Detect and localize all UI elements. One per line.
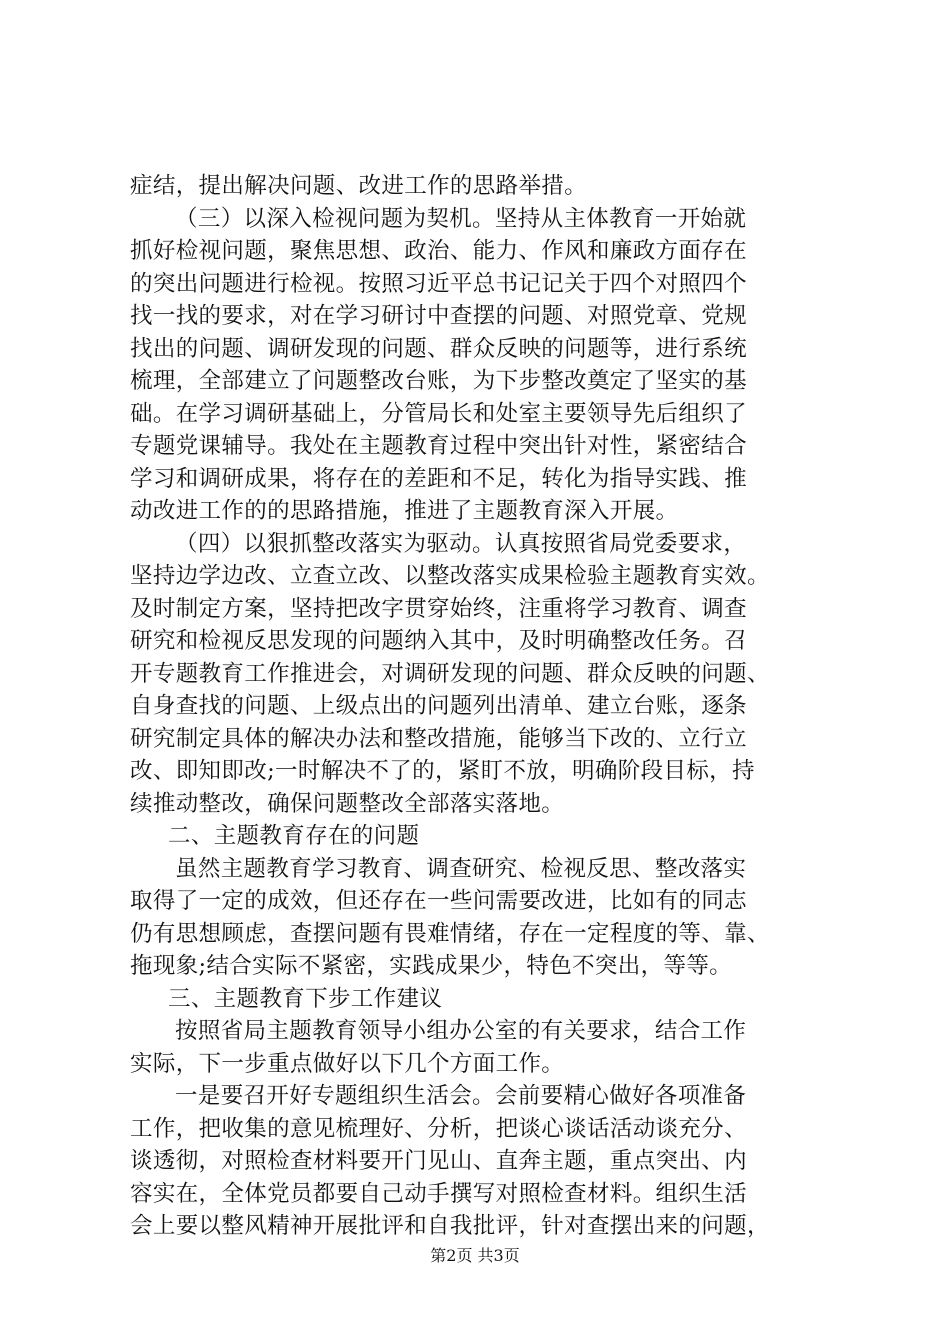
paragraph-line: 研究和检视反思发现的问题纳入其中，及时明确整改任务。召: [130, 628, 747, 654]
paragraph-line: 症结，提出解决问题、改进工作的思路举措。: [130, 173, 588, 199]
paragraph-line: 谈透彻，对照检查材料要开门见山、直奔主题，重点突出、内: [130, 1148, 747, 1174]
paragraph-line: 虽然主题教育学习教育、调查研究、检视反思、整改落实: [175, 855, 747, 882]
section-heading: 三、主题教育下步工作建议: [168, 985, 443, 1012]
paragraph-line: 自身查找的问题、上级点出的问题列出清单、建立台账，逐条: [130, 693, 747, 719]
paragraph-line: 拖现象;结合实际不紧密，实践成果少，特色不突出，等等。: [130, 953, 733, 979]
paragraph-line: 一是要召开好专题组织生活会。会前要精心做好各项准备: [175, 1083, 747, 1109]
section-heading: 二、主题教育存在的问题: [168, 823, 420, 849]
paragraph-line: 及时制定方案，坚持把改字贯穿始终，注重将学习教育、调查: [130, 595, 747, 622]
paragraph-line: 专题党课辅导。我处在主题教育过程中突出针对性，紧密结合: [130, 433, 747, 459]
paragraph-line: 坚持边学边改、立查立改、以整改落实成果检验主题教育实效。: [130, 563, 770, 589]
paragraph-line: 找出的问题、调研发现的问题、群众反映的问题等，进行系统: [130, 335, 747, 362]
paragraph-line: 学习和调研成果，将存在的差距和不足，转化为指导实践、推: [130, 465, 747, 492]
paragraph-line: 找一找的要求，对在学习研讨中查摆的问题、对照党章、党规: [130, 303, 747, 329]
document-body: [130, 170, 840, 1243]
paragraph-line: 改、即知即改;一时解决不了的，紧盯不放，明确阶段目标，持: [130, 758, 755, 784]
paragraph-line: 工作，把收集的意见梳理好、分析，把谈心谈话活动谈充分、: [130, 1115, 747, 1142]
paragraph-line: 仍有思想顾虑，查摆问题有畏难情绪，存在一定程度的等、靠、: [130, 920, 770, 947]
paragraph-line: 实际，下一步重点做好以下几个方面工作。: [130, 1050, 565, 1077]
page-number-footer: 第2页 共3页: [430, 1246, 520, 1265]
paragraph-line: 取得了一定的成效，但还存在一些问需要改进，比如有的同志: [130, 888, 747, 914]
paragraph-line: 梳理，全部建立了问题整改台账，为下步整改奠定了坚实的基: [130, 368, 747, 394]
paragraph-line: 会上要以整风精神开展批评和自我批评，针对查摆出来的问题，: [130, 1213, 770, 1239]
paragraph-line: （四）以狠抓整改落实为驱动。认真按照省局党委要求，: [175, 530, 747, 557]
paragraph-line: 动改进工作的的思路措施，推进了主题教育深入开展。: [130, 498, 679, 524]
paragraph-line: （三）以深入检视问题为契机。坚持从主体教育一开始就: [175, 205, 747, 232]
paragraph-line: 研究制定具体的解决办法和整改措施，能够当下改的、立行立: [130, 725, 747, 752]
paragraph-line: 续推动整改，确保问题整改全部落实落地。: [130, 790, 565, 817]
paragraph-line: 抓好检视问题，聚焦思想、政治、能力、作风和廉政方面存在: [130, 238, 747, 264]
paragraph-line: 的突出问题进行检视。按照习近平总书记记关于四个对照四个: [130, 270, 747, 297]
paragraph-line: 开专题教育工作推进会，对调研发现的问题、群众反映的问题、: [130, 660, 770, 687]
paragraph-line: 按照省局主题教育领导小组办公室的有关要求，结合工作: [175, 1018, 747, 1044]
paragraph-line: 础。在学习调研基础上，分管局长和处室主要领导先后组织了: [130, 400, 747, 427]
paragraph-line: 容实在，全体党员都要自己动手撰写对照检查材料。组织生活: [130, 1180, 747, 1207]
